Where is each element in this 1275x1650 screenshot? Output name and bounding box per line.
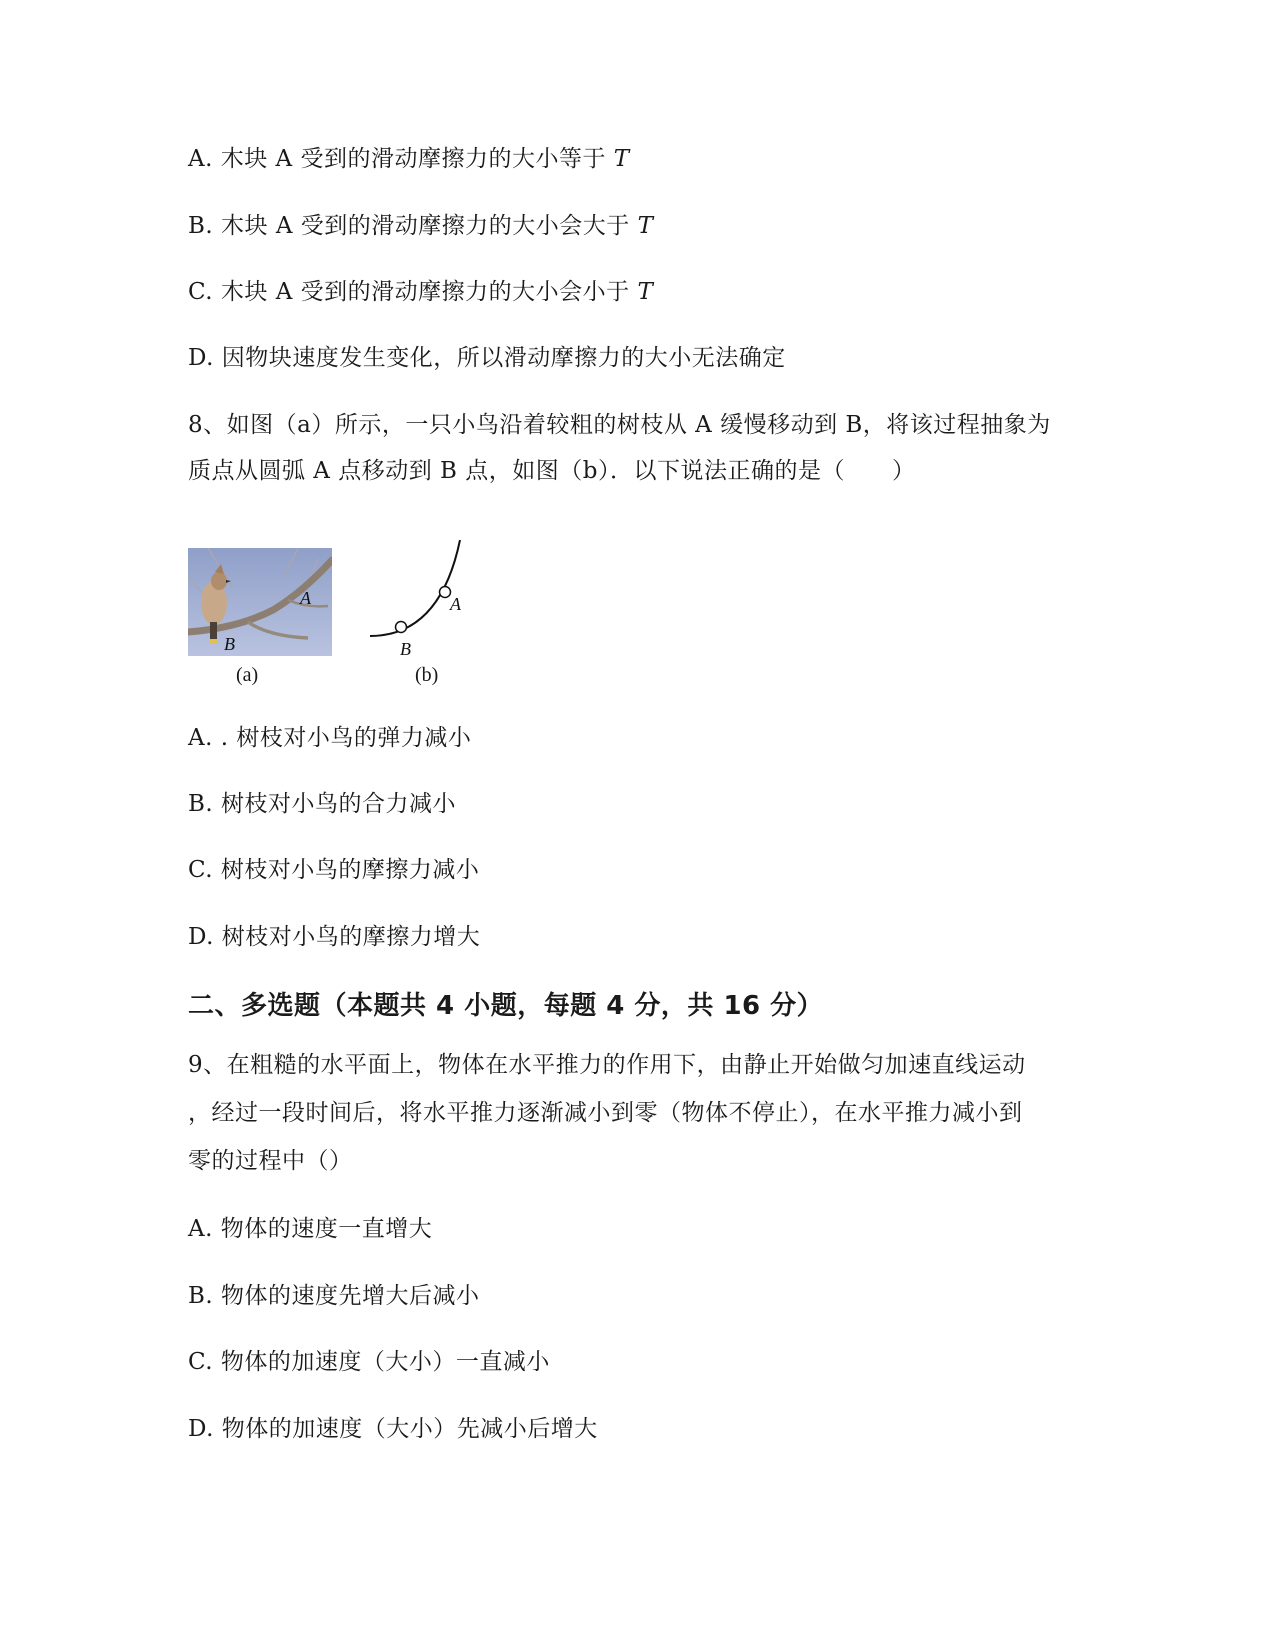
q8-option-c: C. 树枝对小鸟的摩擦力减小	[188, 857, 480, 883]
q8-option-d: D. 树枝对小鸟的摩擦力增大	[188, 924, 481, 950]
q7-option-c-var: T	[637, 279, 654, 305]
q9-option-a: A. 物体的速度一直增大	[188, 1216, 433, 1242]
point-b-marker	[396, 622, 407, 633]
point-a-marker	[440, 587, 451, 598]
arc-diagram-figure	[370, 540, 480, 660]
q7-option-a-text: A. 木块 A 受到的滑动摩擦力的大小等于	[188, 146, 606, 172]
q9-option-c: C. 物体的加速度（大小）一直减小	[188, 1349, 550, 1375]
bird-photo-figure	[188, 548, 332, 656]
q7-option-a-var: T	[613, 146, 630, 172]
diagram-label-b: B	[400, 639, 411, 659]
q8-stem-line1: 8、如图（a）所示，一只小鸟沿着较粗的树枝从 A 缓慢移动到 B，将该过程抽象为	[188, 412, 1051, 438]
q9-option-b: B. 物体的速度先增大后减小	[188, 1283, 480, 1309]
q8-stem-line2: 质点从圆弧 A 点移动到 B 点，如图（b）．以下说法正确的是（ ）	[188, 458, 916, 484]
photo-label-b: B	[224, 634, 235, 654]
q9-stem-line1: 9、在粗糙的水平面上，物体在水平推力的作用下，由静止开始做匀加速直线运动	[188, 1052, 1026, 1078]
q7-option-b-text: B. 木块 A 受到的滑动摩擦力的大小会大于	[188, 213, 630, 239]
q8-option-a: A. . 树枝对小鸟的弹力减小	[188, 725, 472, 751]
q9-stem-line3: 零的过程中（）	[188, 1148, 353, 1174]
section-heading: 二、多选题（本题共 4 小题，每题 4 分，共 16 分）	[188, 991, 824, 1021]
caption-b: (b)	[415, 664, 439, 686]
diagram-label-a: A	[450, 594, 461, 614]
q7-option-b	[188, 211, 653, 241]
q8-option-b: B. 树枝对小鸟的合力减小	[188, 791, 457, 817]
q7-option-c	[188, 277, 653, 307]
q9-stem-line2: ，经过一段时间后，将水平推力逐渐减小到零（物体不停止），在水平推力减小到	[188, 1100, 1023, 1126]
q9-option-d: D. 物体的加速度（大小）先减小后增大	[188, 1416, 598, 1442]
q7-option-a	[188, 144, 630, 174]
q7-option-c-text: C. 木块 A 受到的滑动摩擦力的大小会小于	[188, 279, 630, 305]
caption-a: (a)	[236, 664, 259, 686]
q7-option-b-var: T	[637, 213, 654, 239]
q7-option-d: D. 因物块速度发生变化，所以滑动摩擦力的大小无法确定	[188, 345, 786, 371]
photo-label-a: A	[300, 588, 311, 608]
